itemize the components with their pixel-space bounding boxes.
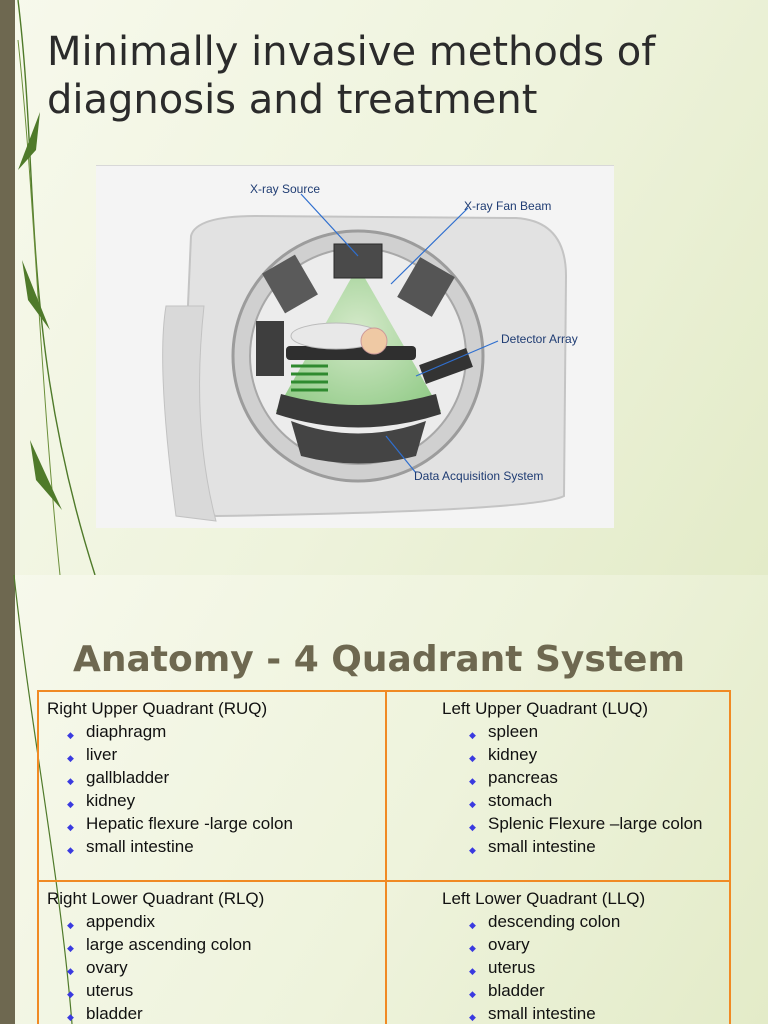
bullet-icon: ◆: [67, 776, 74, 786]
slide-title-line-2: diagnosis and treatment: [47, 77, 538, 123]
list-item: ◆ descending colon: [469, 910, 729, 933]
quadrant-ruq: [38, 691, 386, 881]
bullet-icon: ◆: [67, 730, 74, 740]
ct-scanner-drawing: [96, 166, 614, 528]
callout-xray-fan-beam: X-ray Fan Beam: [464, 199, 552, 213]
list-item: ◆ kidney: [469, 743, 729, 766]
slide-left-bar: [0, 0, 15, 575]
list-item: ◆ Hepatic flexure -large colon: [67, 812, 385, 835]
bullet-icon: ◆: [469, 943, 476, 953]
quadrant-rlq: [38, 881, 386, 1024]
organ-list: [39, 910, 385, 1024]
ct-scanner-image: [96, 165, 614, 528]
quadrant-heading: Left Upper Quadrant (LUQ): [442, 699, 648, 718]
quadrant-heading: Left Lower Quadrant (LLQ): [442, 889, 646, 908]
bullet-icon: ◆: [67, 753, 74, 763]
gantry-module-side: [256, 321, 284, 376]
xray-source-unit: [334, 244, 382, 278]
list-item: ◆ pancreas: [469, 766, 729, 789]
quadrant-luq: [386, 691, 730, 881]
organ-list: [39, 720, 385, 858]
bullet-icon: ◆: [67, 822, 74, 832]
quadrant-heading: Right Lower Quadrant (RLQ): [47, 889, 265, 908]
list-item: ◆ ovary: [67, 956, 385, 979]
callout-detector-array: Detector Array: [501, 332, 578, 346]
list-item: ◆ spleen: [469, 720, 729, 743]
list-item: ◆ appendix: [67, 910, 385, 933]
list-item: ◆ stomach: [469, 789, 729, 812]
bullet-icon: ◆: [67, 920, 74, 930]
list-item: ◆ bladder: [469, 979, 729, 1002]
bullet-icon: ◆: [469, 753, 476, 763]
bullet-icon: ◆: [67, 845, 74, 855]
bullet-icon: ◆: [469, 966, 476, 976]
bullet-icon: ◆: [469, 799, 476, 809]
quadrant-row-lower: [38, 881, 730, 1024]
quadrant-heading: Right Upper Quadrant (RUQ): [47, 699, 268, 718]
organ-list: [387, 720, 729, 858]
list-item: ◆ large ascending colon: [67, 933, 385, 956]
bullet-icon: ◆: [67, 966, 74, 976]
list-item: ◆ small intestine: [469, 835, 729, 858]
bullet-icon: ◆: [469, 845, 476, 855]
list-item: ◆ kidney: [67, 789, 385, 812]
bullet-icon: ◆: [469, 1012, 476, 1022]
slide-title: [47, 28, 747, 124]
slide-left-bar: [0, 575, 15, 1024]
list-item: ◆ gallbladder: [67, 766, 385, 789]
bullet-icon: ◆: [67, 799, 74, 809]
slide-title: Anatomy - 4 Quadrant System: [73, 639, 685, 680]
bullet-icon: ◆: [469, 920, 476, 930]
bullet-icon: ◆: [67, 943, 74, 953]
bullet-icon: ◆: [67, 989, 74, 999]
list-item: ◆ uterus: [67, 979, 385, 1002]
list-item: ◆ bladder: [67, 1002, 385, 1024]
quadrant-llq: [386, 881, 730, 1024]
list-item: ◆ Splenic Flexure –large colon: [469, 812, 729, 835]
list-item: ◆ uterus: [469, 956, 729, 979]
bullet-icon: ◆: [469, 730, 476, 740]
bullet-icon: ◆: [469, 822, 476, 832]
list-item: ◆ small intestine: [469, 1002, 729, 1024]
slide-anatomy-quadrants: [0, 575, 768, 1024]
callout-data-acquisition: Data Acquisition System: [414, 469, 544, 483]
list-item: ◆ liver: [67, 743, 385, 766]
patient-head: [361, 328, 387, 354]
callout-xray-source: X-ray Source: [250, 182, 321, 196]
organ-list: [387, 910, 729, 1024]
bullet-icon: ◆: [469, 776, 476, 786]
list-item: ◆ diaphragm: [67, 720, 385, 743]
quadrant-row-upper: [38, 691, 730, 881]
bullet-icon: ◆: [67, 1012, 74, 1022]
quadrant-table: [37, 690, 731, 1024]
bullet-icon: ◆: [469, 989, 476, 999]
slide-title-line-1: Minimally invasive methods of: [47, 29, 656, 75]
list-item: ◆ small intestine: [67, 835, 385, 858]
list-item: ◆ ovary: [469, 933, 729, 956]
